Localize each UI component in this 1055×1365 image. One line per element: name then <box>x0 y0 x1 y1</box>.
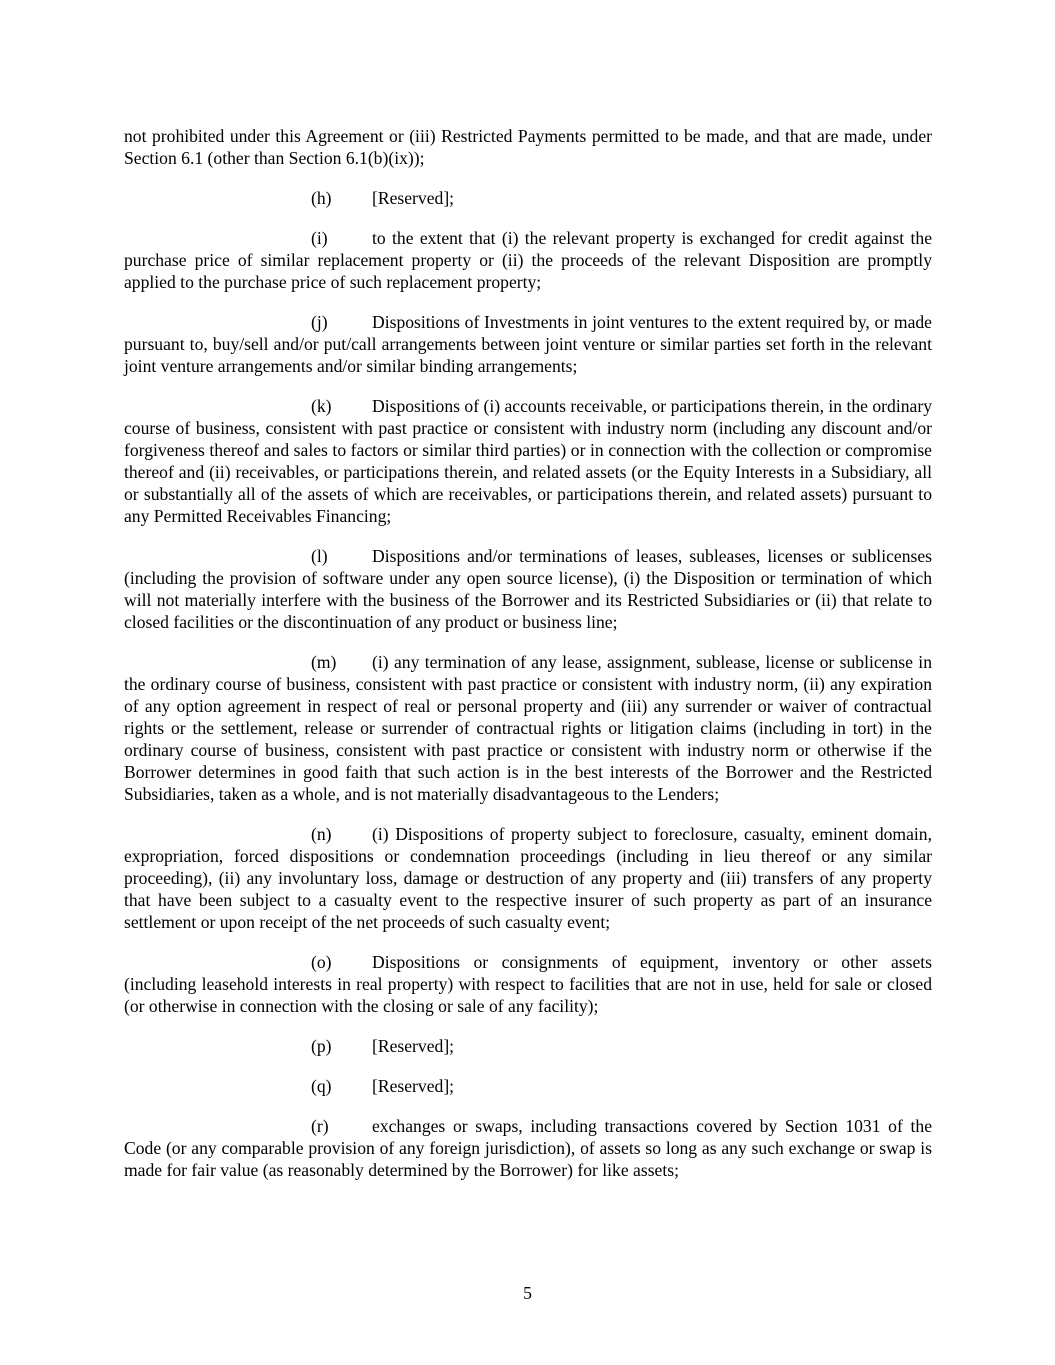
intro-paragraph: not prohibited under this Agreement or (iii) Restricted Payments permitted to be made, and that are made, under Section 6.1 (other than Section 6.1(b)(ix)); <box>124 126 932 168</box>
clause-text: exchanges or swaps, including transactions covered by Section 1031 of the Code (or any comparable provision of any foreign jurisdiction), of assets so long as any such exchange or swap is made for fair value (as reasonably determined by the Borrower) for like assets; <box>124 1116 932 1180</box>
clause-i <box>124 227 932 293</box>
clause-k <box>124 395 932 527</box>
clause-text: [Reserved]; <box>372 1076 455 1096</box>
clause-r <box>124 1115 932 1181</box>
page-body <box>124 125 932 1181</box>
clause-j <box>124 311 932 377</box>
clause-marker: (j) <box>311 312 328 332</box>
clause-marker: (h) <box>311 188 332 208</box>
clause-text: [Reserved]; <box>372 188 455 208</box>
clause-o <box>124 951 932 1017</box>
clause-text: (i) any termination of any lease, assignment, sublease, license or sublicense in the ordinary course of business, consistent with past practice or consistent with industry norm, (ii) any expiration of any option agreement in respect of real or personal property and (iii) any surrender or waiver of contractual rights or the settlement, release or surrender of contractual rights or litigation claims (including in tort) in the ordinary course of business, consistent with past practice or consistent with industry norm or otherwise if the Borrower determines in good faith that such action is in the best interests of the Borrower and the Restricted Subsidiaries, taken as a whole, and is not materially disadvantageous to the Lenders; <box>124 652 932 804</box>
clause-marker: (o) <box>311 952 332 972</box>
clause-marker: (l) <box>311 546 328 566</box>
clause-marker: (r) <box>311 1116 329 1136</box>
clause-marker: (n) <box>311 824 332 844</box>
clause-text: Dispositions of (i) accounts receivable, or participations therein, in the ordinary course of business, consistent with past practice or consistent with industry norm (including any discount and/or forgiveness thereof and sales to factors or similar third parties) or in connection with the collection or compromise thereof and (ii) receivables, or participations therein, and related assets (or the Equity Interests in a Subsidiary, all or substantially all of the assets of which are receivables, or participations therein, and related assets) pursuant to any Permitted Receivables Financing; <box>124 396 932 526</box>
clause-marker: (p) <box>311 1036 332 1056</box>
clause-m <box>124 651 932 805</box>
clause-l <box>124 545 932 633</box>
clause-marker: (k) <box>311 396 332 416</box>
clause-q <box>124 1075 932 1097</box>
clause-text: (i) Dispositions of property subject to foreclosure, casualty, eminent domain, expropriation, forced dispositions or condemnation proceedings (including in lieu thereof or any similar proceeding), (ii) any involuntary loss, damage or destruction of any property and (iii) transfers of any property that have been subject to a casualty event to the respective insurer of such property as part of an insurance settlement or upon receipt of the net proceeds of such casualty event; <box>124 824 932 932</box>
clause-h <box>124 187 932 209</box>
clause-marker: (q) <box>311 1076 332 1096</box>
clause-text: Dispositions and/or terminations of leases, subleases, licenses or sublicenses (including the provision of software under any open source license), (i) the Disposition or termination of which will not materially interfere with the business of the Borrower and its Restricted Subsidiaries or (ii) that relate to closed facilities or the discontinuation of any product or business line; <box>124 546 932 632</box>
clause-marker: (m) <box>311 652 337 672</box>
clause-text: to the extent that (i) the relevant property is exchanged for credit against the purchase price of similar replacement property or (ii) the proceeds of the relevant Disposition are promptly applied to the purchase price of such replacement property; <box>124 228 932 292</box>
page-number: 5 <box>523 1283 532 1303</box>
clause-n <box>124 823 932 933</box>
clause-marker: (i) <box>311 228 328 248</box>
clause-text: Dispositions or consignments of equipment, inventory or other assets (including leasehold interests in real property) with respect to facilities that are not in use, held for sale or closed (or otherwise in connection with the closing or sale of any facility); <box>124 952 932 1016</box>
clause-text: [Reserved]; <box>372 1036 455 1056</box>
clause-p <box>124 1035 932 1057</box>
clause-text: Dispositions of Investments in joint ventures to the extent required by, or made pursuant to, buy/sell and/or put/call arrangements between joint venture or similar parties set forth in the relevant joint venture arrangements and/or similar binding arrangements; <box>124 312 932 376</box>
